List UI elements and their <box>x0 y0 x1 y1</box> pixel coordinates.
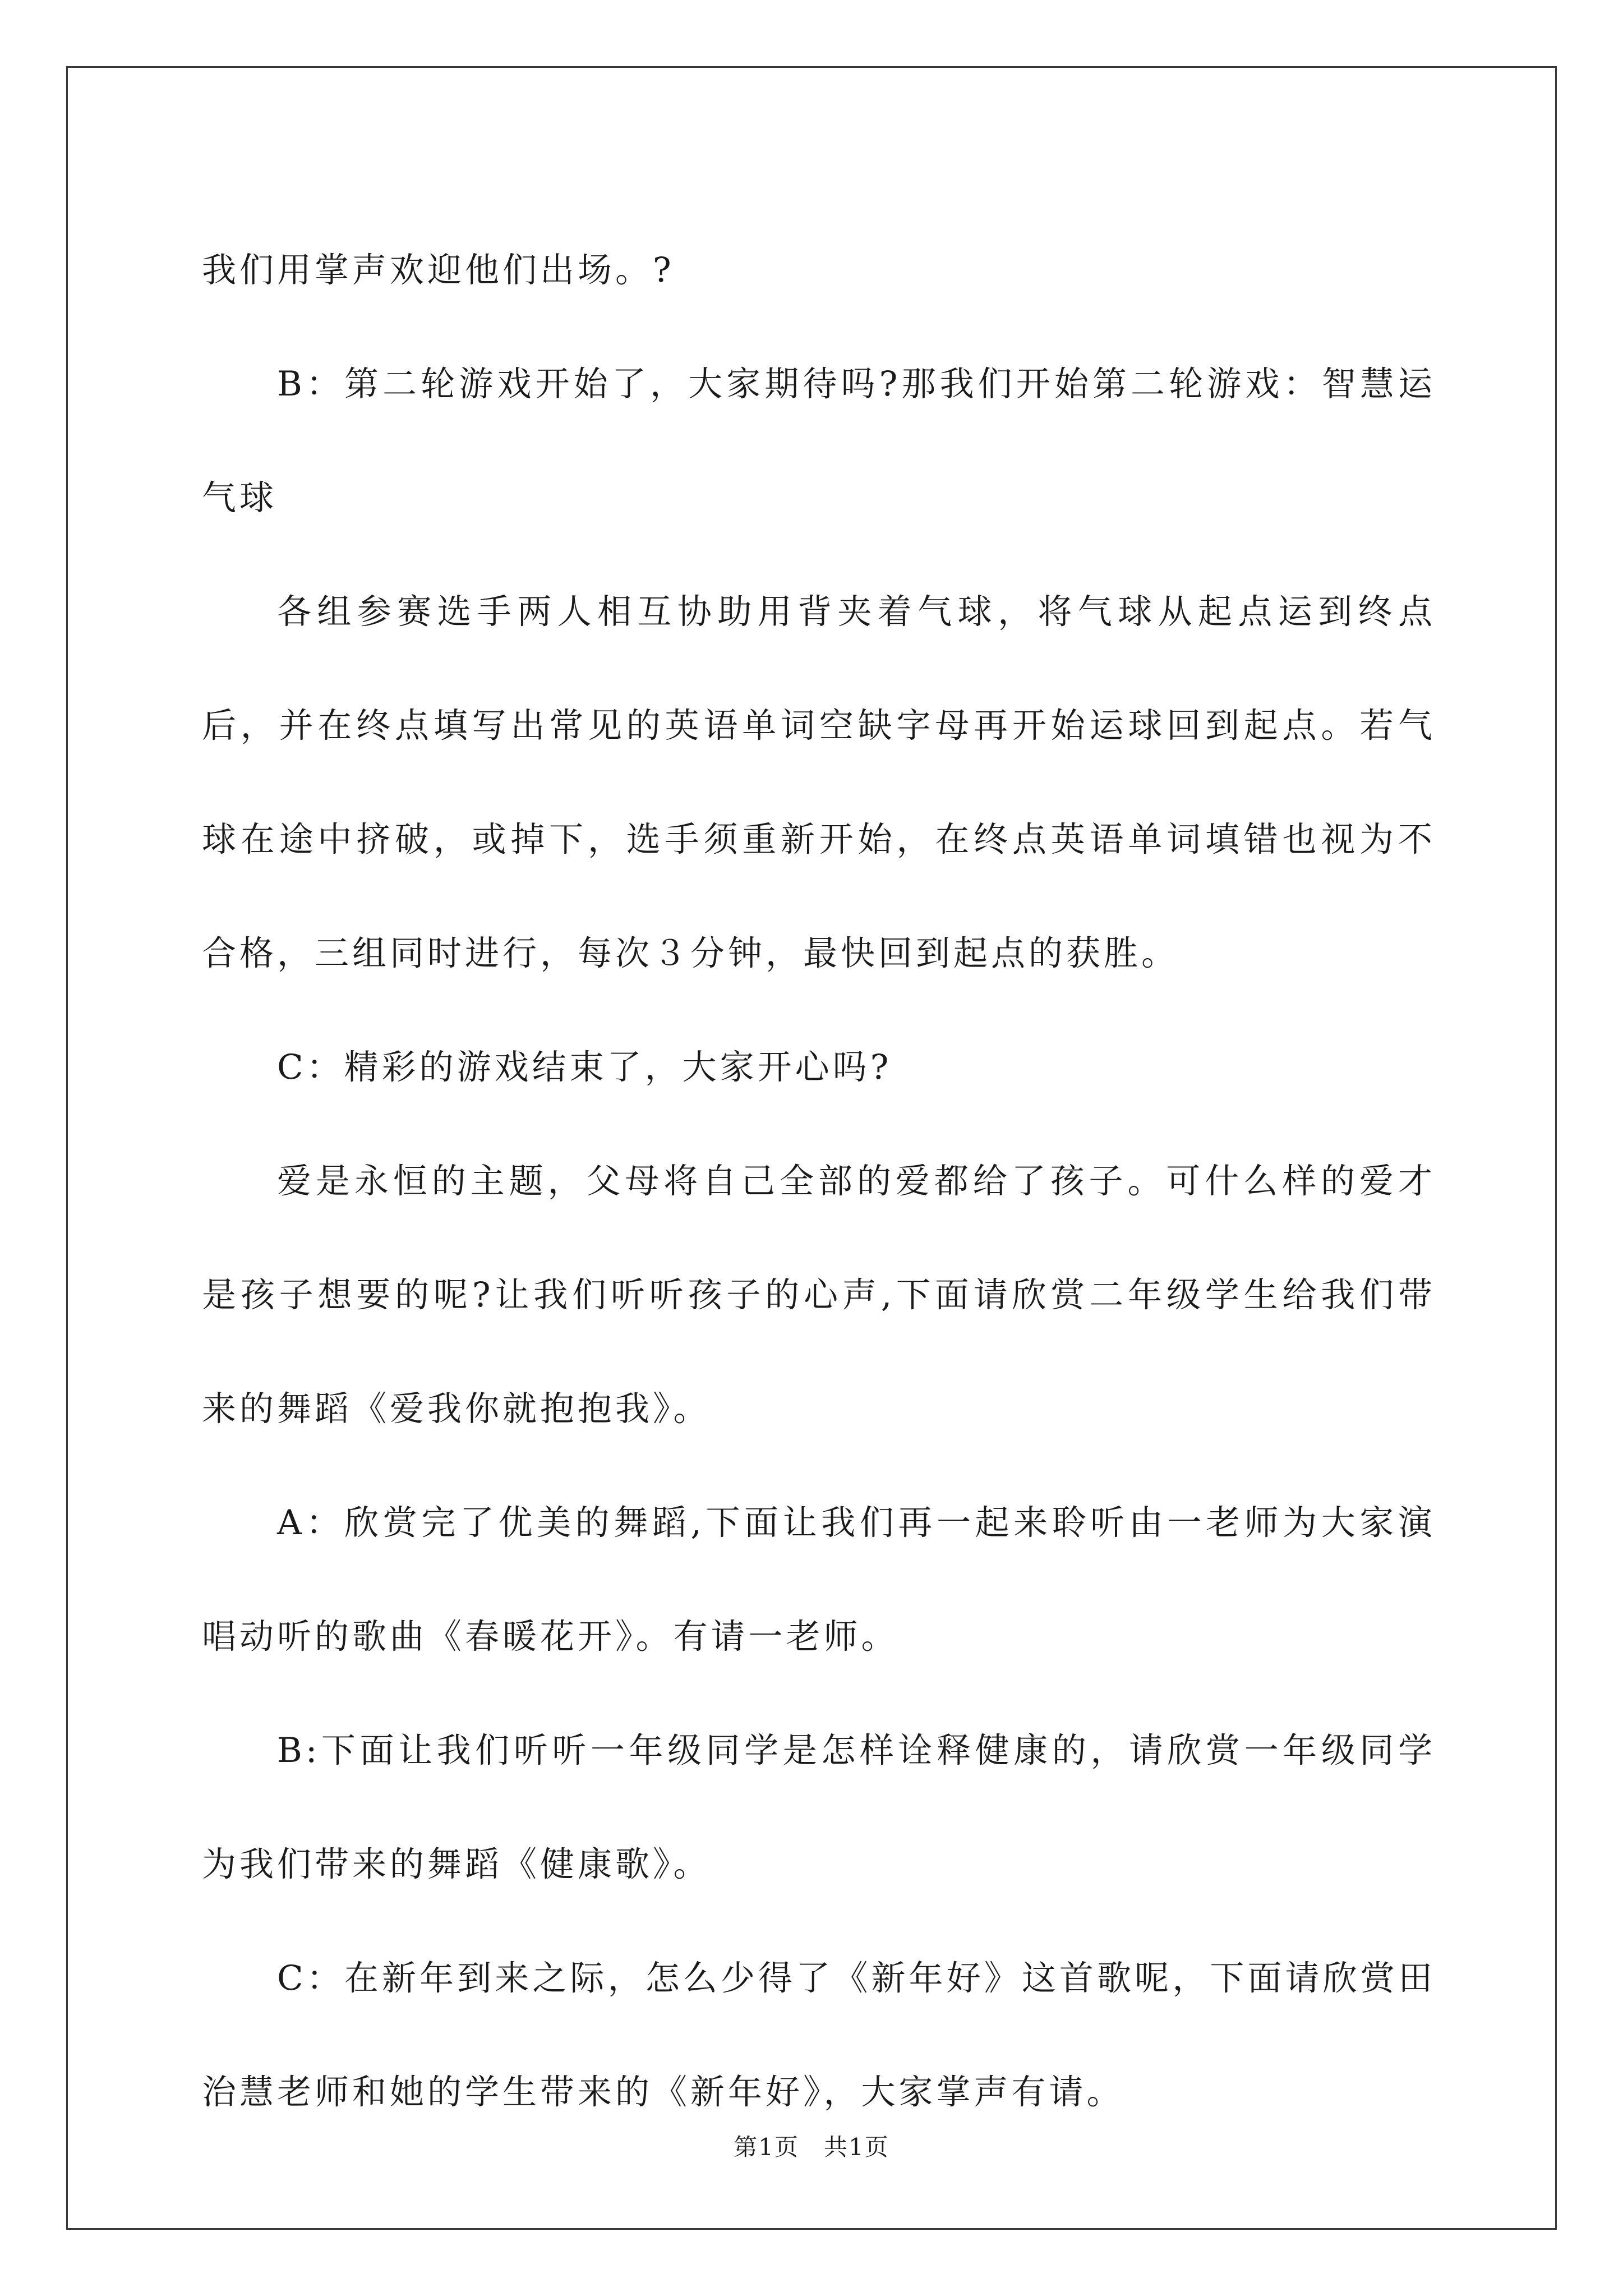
paragraph: 我们用掌声欢迎他们出场。? <box>202 250 675 290</box>
paragraph: A：欣赏完了优美的舞蹈,下面让我们再一起来聆听由一老师为大家演唱动听的歌曲《春暖花开》。有请一老师。 <box>202 1503 1436 1657</box>
paragraph: 爱是永恒的主题，父母将自己全部的爱都给了孩子。可什么样的爱才是孩子想要的呢?让我们听听孩子的心声,下面请欣赏二年级学生给我们带来的舞蹈《爱我你就抱抱我》。 <box>202 1161 1436 1429</box>
document-body <box>202 213 1436 2149</box>
paragraph: B：第二轮游戏开始了，大家期待吗?那我们开始第二轮游戏：智慧运气球 <box>202 364 1436 518</box>
page-number: 第1页 <box>734 2133 799 2161</box>
page-total: 共1页 <box>824 2133 889 2161</box>
paragraph: C：在新年到来之际，怎么少得了《新年好》这首歌呢，下面请欣赏田治慧老师和她的学生带来的《新年好》，大家掌声有请。 <box>202 1958 1436 2112</box>
paragraph: B:下面让我们听听一年级同学是怎样诠释健康的，请欣赏一年级同学为我们带来的舞蹈《健康歌》。 <box>202 1731 1436 1884</box>
page-footer <box>0 2129 1623 2162</box>
paragraph: C：精彩的游戏结束了，大家开心吗? <box>277 1047 892 1087</box>
paragraph: 各组参赛选手两人相互协助用背夹着气球，将气球从起点运到终点后，并在终点填写出常见的英语单词空缺字母再开始运球回到起点。若气球在途中挤破，或掉下，选手须重新开始，在终点英语单词填错也视为不合格，三组同时进行，每次３分钟，最快回到起点的获胜。 <box>202 592 1436 973</box>
